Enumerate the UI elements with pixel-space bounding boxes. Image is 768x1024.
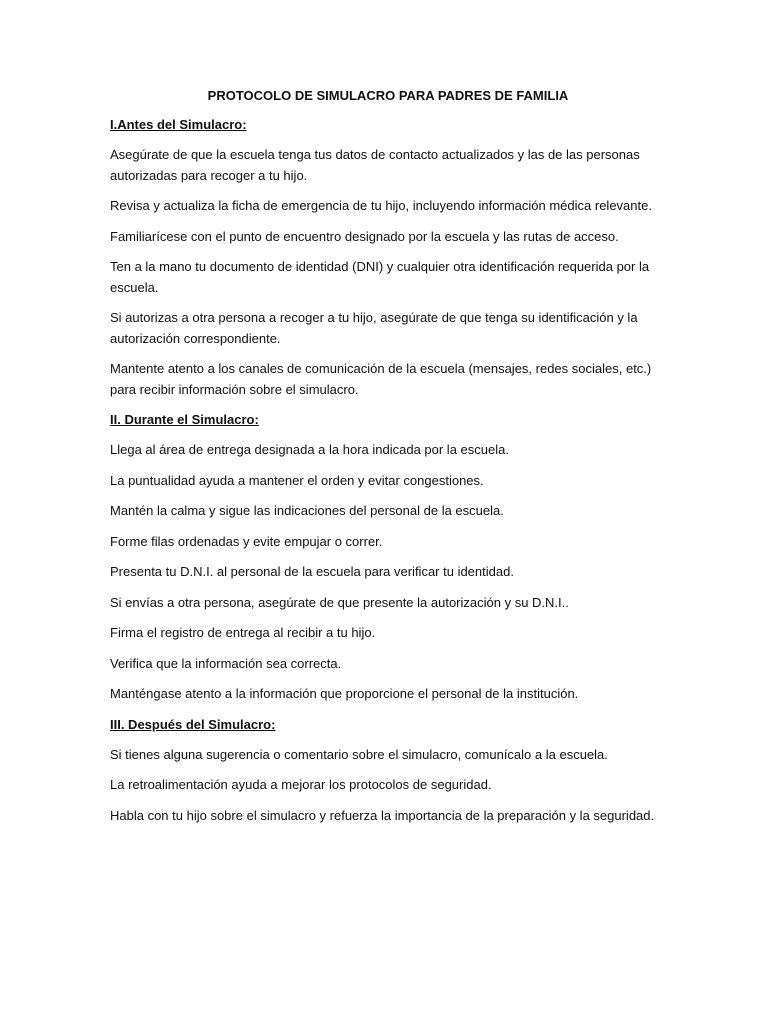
paragraph: Mantén la calma y sigue las indicaciones del personal de la escuela. — [110, 503, 504, 518]
paragraph: Si autorizas a otra persona a recoger a tu hijo, asegúrate de que tenga su identificación y la autorización correspondiente. — [110, 310, 638, 346]
paragraph: Presenta tu D.N.I. al personal de la escuela para verificar tu identidad. — [110, 564, 514, 579]
paragraph: Manténgase atento a la información que proporcione el personal de la institución. — [110, 686, 579, 701]
paragraph: Mantente atento a los canales de comunicación de la escuela (mensajes, redes sociales, etc.) para recibir información sobre el simulacro. — [110, 361, 652, 397]
paragraph: Familiarícese con el punto de encuentro designado por la escuela y las rutas de acceso. — [110, 228, 619, 244]
paragraph: Firma el registro de entrega al recibir a tu hijo. — [110, 625, 376, 640]
paragraph: Revisa y actualiza la ficha de emergencia de tu hijo, incluyendo información médica relevante. — [110, 198, 652, 213]
section-antes — [110, 115, 660, 400]
paragraph: La retroalimentación ayuda a mejorar los protocolos de seguridad. — [110, 777, 492, 792]
paragraph: Asegúrate de que la escuela tenga tus datos de contacto actualizados y las de las personas autorizadas para recoger a tu hijo. — [110, 147, 640, 183]
paragraph: Forme filas ordenadas y evite empujar o correr. — [110, 533, 383, 549]
section-heading: II. Durante el Simulacro: — [110, 412, 259, 427]
section-heading: I.Antes del Simulacro: — [110, 117, 247, 132]
section-durante — [110, 410, 660, 705]
paragraph: Si tienes alguna sugerencia o comentario sobre el simulacro, comunícalo a la escuela. — [110, 746, 608, 762]
section-despues — [110, 715, 660, 827]
paragraph: La puntualidad ayuda a mantener el orden y evitar congestiones. — [110, 472, 484, 488]
paragraph: Verifica que la información sea correcta. — [110, 655, 342, 671]
paragraph: Llega al área de entrega designada a la hora indicada por la escuela. — [110, 442, 509, 457]
paragraph: Ten a la mano tu documento de identidad (DNI) y cualquier otra identificación requerida por la escuela. — [110, 259, 650, 295]
paragraph: Habla con tu hijo sobre el simulacro y refuerza la importancia de la preparación y la seguridad. — [110, 807, 655, 823]
section-heading: III. Después del Simulacro: — [110, 716, 276, 732]
document-title: PROTOCOLO DE SIMULACRO PARA PADRES DE FAMILIA — [207, 88, 569, 103]
paragraph: Si envías a otra persona, asegúrate de que presente la autorización y su D.N.I.. — [110, 594, 569, 610]
